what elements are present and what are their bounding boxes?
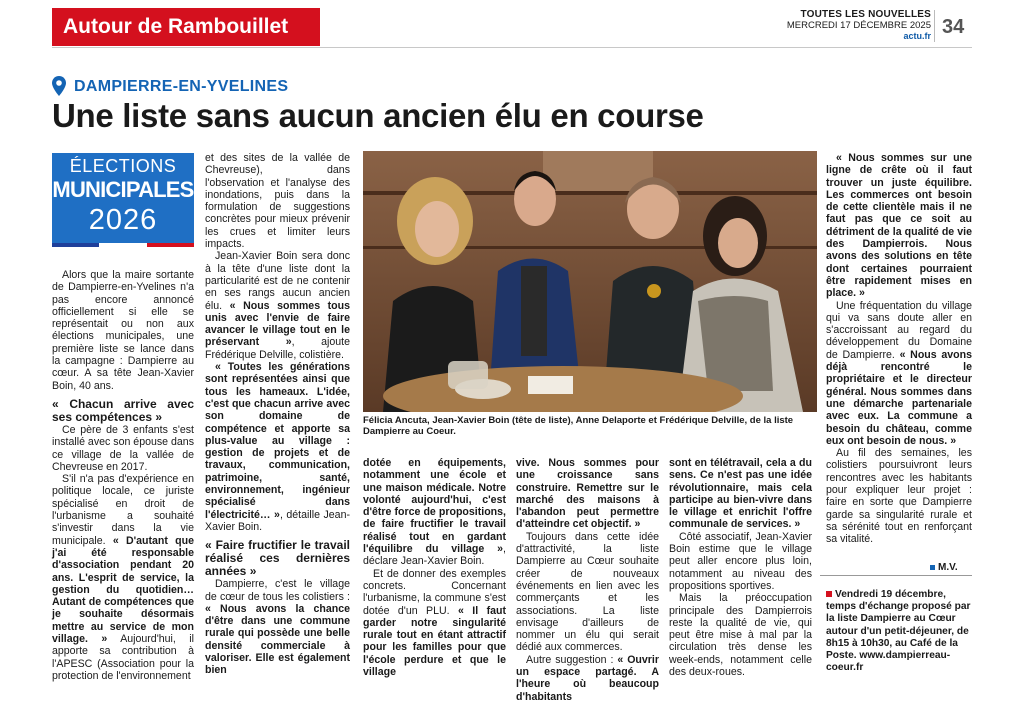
article-column-4	[516, 457, 659, 703]
paragraph-text: Autre suggestion :	[526, 653, 614, 666]
article-headline: Une liste sans aucun ancien élu en course	[52, 97, 704, 134]
paragraph-text: Dampierre, c'est le village de cœur de tous les colistiers :	[205, 578, 350, 603]
article-column-6	[826, 152, 972, 546]
article-column-3	[363, 457, 506, 678]
article-column-1	[52, 269, 194, 682]
section-banner: Autour de Rambouillet	[52, 8, 320, 46]
badge-line-2: MUNICIPALES	[52, 177, 194, 202]
quote: « Nous avons la chance d'être dans une commune rurale qui possède une belle densité commerciale à valoriser. Elle est également bien	[205, 602, 350, 677]
quote: « Nous sommes sur une ligne de crête où il faut trouver un juste équilibre. Les commerces ont besoin de cette clientèle mais il ne faut pas que ce soit au détriment de la qualité de vie des Dampierrois. Nous avons des solutions en tête dont certaines pourraient être rapidement mises en place. »	[826, 152, 972, 300]
paragraph-text: , déclare Jean-Xavier Boin.	[363, 543, 506, 568]
paragraph	[516, 457, 659, 531]
square-bullet-icon	[826, 591, 832, 597]
page-number-divider	[934, 10, 935, 42]
elections-badge	[52, 153, 194, 243]
page-number: 34	[942, 16, 965, 38]
badge-year: 2026	[88, 204, 158, 236]
paragraph: et des sites de la vallée de Chevreuse), dans l'observation et l'analyse des inondations, puis dans la formulation de suggestions concrètes pour mieux prévenir les crues et limiter leurs impacts.	[205, 152, 350, 251]
event-info	[826, 589, 972, 674]
subheading: « Chacun arrive avec ses compétences »	[52, 396, 194, 424]
paragraph-text: Jean-Xavier Boin sera donc à la tête d'une liste dont la particularité est de ne contenir en ses rangs aucun ancien élu.	[205, 250, 350, 312]
publication-date: MERCREDI 17 DÉCEMBRE 2025	[786, 20, 931, 31]
paragraph: Mais la préoccupation principale des Dampierrois reste la qualité de vie, qui peut être mise à mal par la circulation très dense les week-ends, notamment celle des deux-roues.	[669, 592, 812, 679]
location-pin-icon	[52, 76, 66, 96]
paragraph-text: , détaille Jean-Xavier Boin.	[205, 508, 350, 533]
paragraph: Au fil des semaines, les colistiers poursuivront leurs rencontres avec les habitants pour expliquer leur projet : faire en sorte que Dampierre garde sa singularité rurale et sa sérénité tout en renforçant sa vitalité.	[826, 447, 972, 546]
paragraph: Côté associatif, Jean-Xavier Boin estime que le village peut aller encore plus loin, notamment au niveau des propositions sportives.	[669, 530, 812, 592]
article-location: DAMPIERRE-EN-YVELINES	[74, 78, 289, 95]
quote: « D'autant que j'ai été responsable d'association pendant 20 ans. L'esprit de service, la gestion du quotidien… Autant de compétences que je souhaite désormais mettre au service de mon village. »	[52, 534, 194, 646]
quote: dotée en équipements, notamment une école et une maison médicale. Notre volonté aujourd'hui, c'est d'être force de propositions, de faire fructifier le travail réalisé tout en gardant l'équilibre du village »	[363, 457, 506, 556]
paragraph-text: Aujourd'hui, il apporte sa contribution à l'APESC (Association pour la protection de l'environnement	[52, 633, 194, 682]
paragraph	[516, 654, 659, 703]
paragraph: Toujours dans cette idée d'attractivité, la liste Dampierre au Cœur souhaite créer de nouveaux événements en lien avec les commerçants et les associations. La liste envisage d'ailleurs de nommer un élu qui serait dédié aux commerces.	[516, 530, 659, 654]
paragraph	[205, 361, 350, 533]
photo-caption: Félicia Ancuta, Jean-Xavier Boin (tête de liste), Anne Delaporte et Frédérique Delville, de la liste Dampierre au Coeur.	[363, 415, 794, 437]
article-column-5	[669, 457, 812, 678]
author-signature	[930, 562, 958, 573]
square-bullet-icon	[930, 565, 935, 570]
article-photo	[363, 151, 817, 412]
event-divider	[820, 575, 972, 576]
article-column-2	[205, 152, 350, 677]
paragraph-text: Une fréquentation du village qui va sans doute aller en s'accroissant au regard du développement du Domaine de Dampierre.	[826, 299, 972, 361]
quote: sont en télétravail, cela a du sens. Ce n'est pas une idée révolutionnaire, mais cela participe au bien-vivre dans le village et enrichit l'offre communale de services. »	[669, 457, 812, 531]
signature-text: M.V.	[938, 562, 958, 573]
paragraph	[205, 578, 350, 676]
paragraph-text: Et de donner des exemples concrets. Concernant l'urbanisme, la commune s'est dotée d'un PLU.	[363, 567, 506, 617]
paragraph-text: S'il n'a pas d'expérience en politique locale, ce juriste spécialisé en droit de l'urbanisme a souhaité s'investir dans la vie municipale.	[52, 473, 194, 547]
publication-site[interactable]: actu.fr	[903, 31, 931, 41]
paragraph	[669, 457, 812, 531]
quote: vive. Nous sommes pour une croissance sans construire. Remettre sur le marché des maisons à l'abandon peut permettre d'atteindre cet objectif. »	[516, 457, 659, 531]
paragraph: Alors que la maire sortante de Dampierre-en-Yvelines n'a pas encore annoncé officiellement si elle se représentait ou non aux élections municipales, une première liste se lance dans la campagne : Dampierre au cœur. A sa tête Jean-Xavier Boin, 40 ans.	[52, 269, 194, 392]
badge-line-1: ÉLECTIONS	[69, 156, 177, 176]
header-rule	[52, 47, 972, 48]
paragraph	[52, 473, 194, 682]
paragraph	[363, 568, 506, 679]
tricolor-stripe	[52, 243, 194, 247]
quote: « Ouvrir un espace partagé. A l'heure où beaucoup d'habitants	[516, 653, 659, 703]
paragraph	[205, 250, 350, 361]
paragraph: Ce père de 3 enfants s'est installé avec son épouse dans ce village de la vallée de Chevreuse en 2017.	[52, 423, 194, 473]
publication-name: TOUTES LES NOUVELLES	[800, 9, 931, 20]
paragraph-text: , ajoute Frédérique Delville, colistière.	[205, 336, 350, 361]
paragraph	[826, 300, 972, 448]
quote: « Il faut garder notre singularité rurale tout en étant attractif pour les familles pour que l'école perdure et que le village	[363, 604, 506, 679]
subheading: « Faire fructifier le travail réalisé ces dernières années »	[205, 538, 350, 579]
event-text: Vendredi 19 décembre, temps d'échange proposé par la liste Dampierre au Cœur autour d'un petit-déjeuner, de 8h15 à 10h30, au Café de la Poste. www.dampierreau-coeur.fr	[826, 589, 971, 674]
quote: « Nous avons déjà rencontré le propriétaire et le directeur général. Nous sommes dans une démarche partenariale avec eux. La commune a besoin du château, comme eux ont besoin de nous. »	[826, 348, 972, 447]
quote: « Toutes les générations sont représentées ainsi que tous les hameaux. L'idée, c'est que chacun arrive avec son domaine de compétence et apporte sa plus-value au village : gestion de projets et de travaux, communication, patrimoine, santé, environnement, ingénieur spécialisé dans l'électricité… »	[205, 361, 350, 521]
paragraph	[363, 457, 506, 568]
quote: « Nous sommes tous unis avec l'envie de faire avancer le village tout en le préservant »	[205, 299, 350, 349]
paragraph	[826, 152, 972, 300]
group-photo-illustration	[363, 151, 817, 412]
